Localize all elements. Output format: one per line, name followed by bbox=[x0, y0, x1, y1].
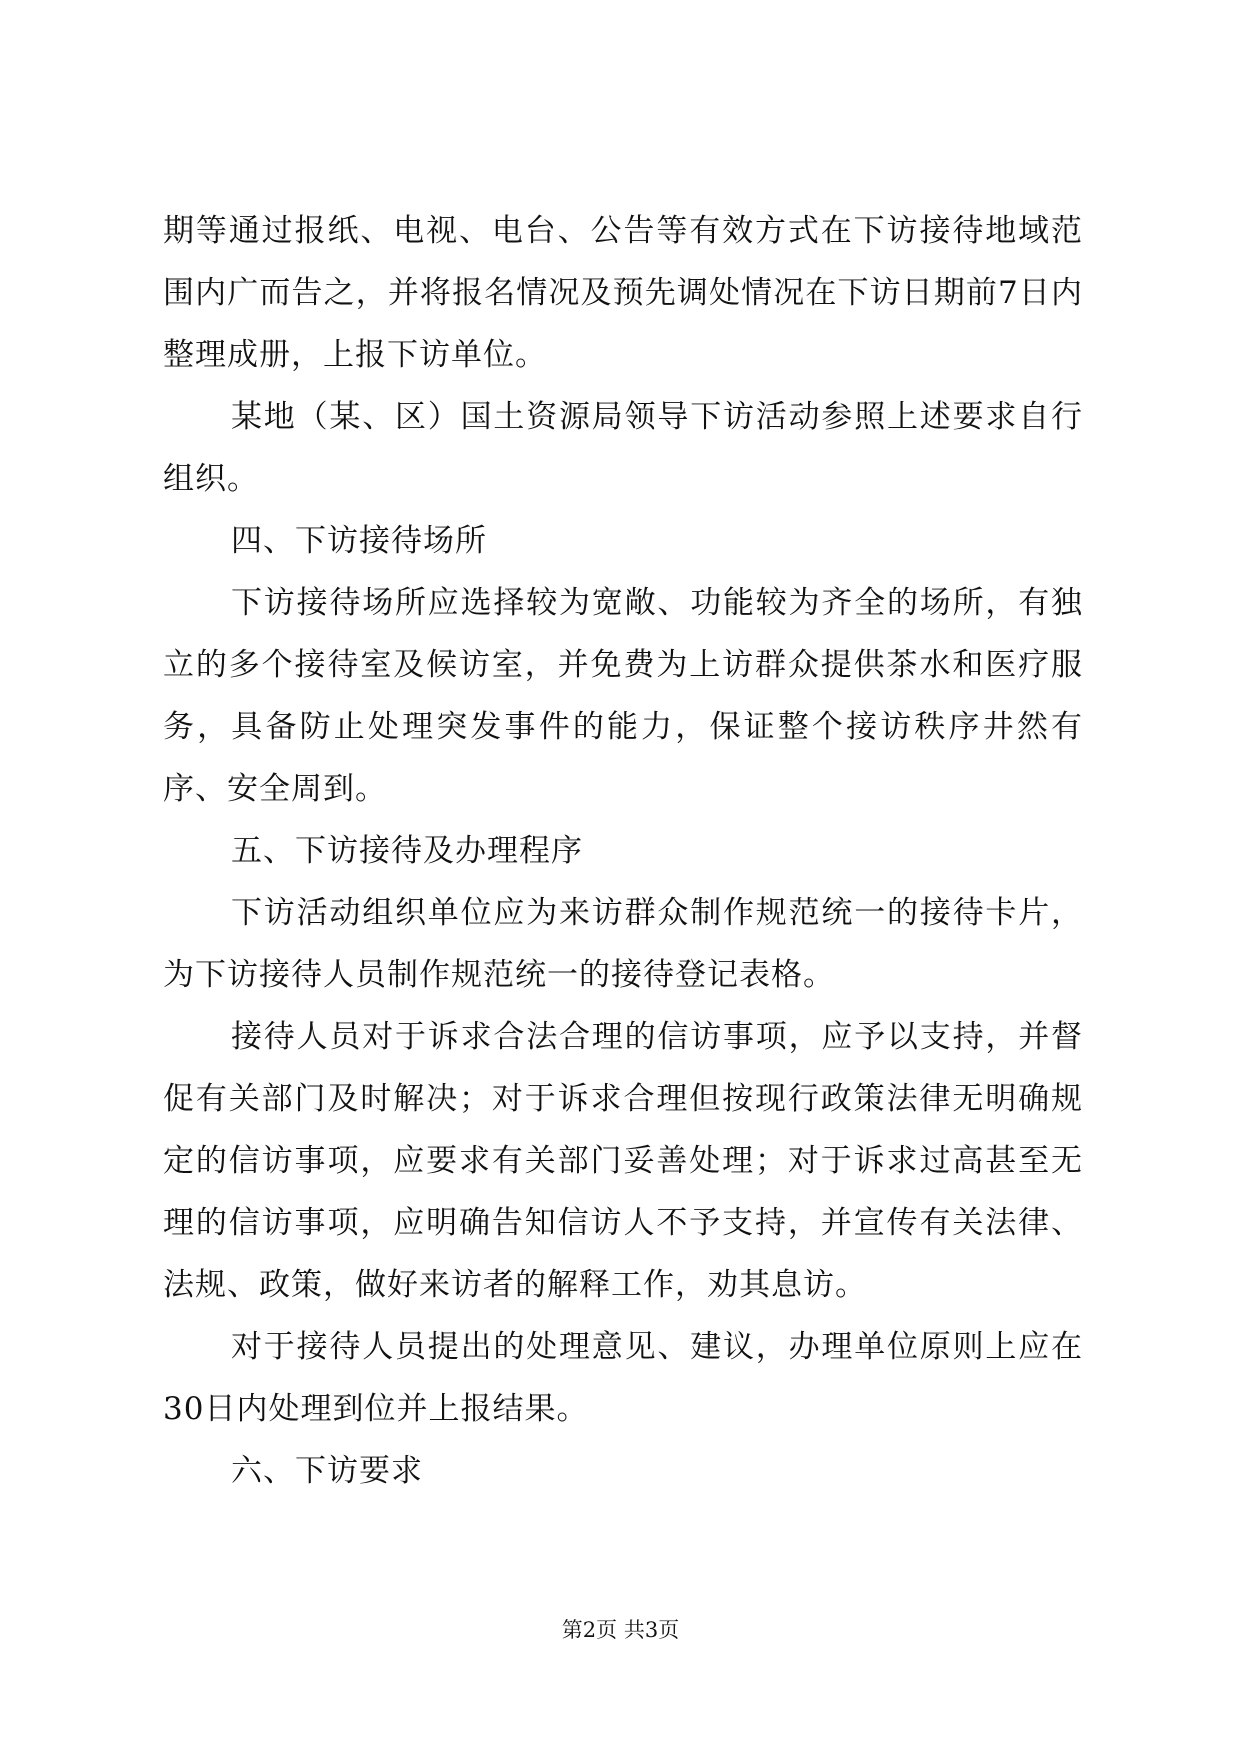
section-heading-6: 六、下访要求 bbox=[231, 1453, 423, 1489]
document-body bbox=[163, 200, 1083, 1502]
paragraph-handling: 接待人员对于诉求合法合理的信访事项，应予以支持，并督促有关部门及时解决；对于诉求合理但按现行政策法律无明确规定的信访事项，应要求有关部门妥善处理；对于诉求过高甚至无理的信访事项，应明确告知信访人不予支持，并宣传有关法律、法规、政策，做好来访者的解释工作，劝其息访。 bbox=[163, 1019, 1083, 1303]
page-number-footer: 第2页 共3页 bbox=[561, 1618, 680, 1642]
paragraph-continuation: 期等通过报纸、电视、电台、公告等有效方式在下访接待地域范围内广而告之，并将报名情况及预先调处情况在下访日期前7日内整理成册，上报下访单位。 bbox=[163, 213, 1083, 373]
section-heading-5: 五、下访接待及办理程序 bbox=[231, 833, 583, 869]
paragraph-cards: 下访活动组织单位应为来访群众制作规范统一的接待卡片，为下访接待人员制作规范统一的接待登记表格。 bbox=[163, 895, 1083, 993]
paragraph-deadline: 对于接待人员提出的处理意见、建议，办理单位原则上应在30日内处理到位并上报结果。 bbox=[163, 1329, 1083, 1427]
paragraph-local-bureau: 某地（某、区）国土资源局领导下访活动参照上述要求自行组织。 bbox=[163, 399, 1083, 497]
section-heading-4: 四、下访接待场所 bbox=[231, 523, 487, 559]
paragraph-venue: 下访接待场所应选择较为宽敞、功能较为齐全的场所，有独立的多个接待室及候访室，并免费为上访群众提供茶水和医疗服务，具备防止处理突发事件的能力，保证整个接访秩序井然有序、安全周到。 bbox=[163, 585, 1083, 807]
